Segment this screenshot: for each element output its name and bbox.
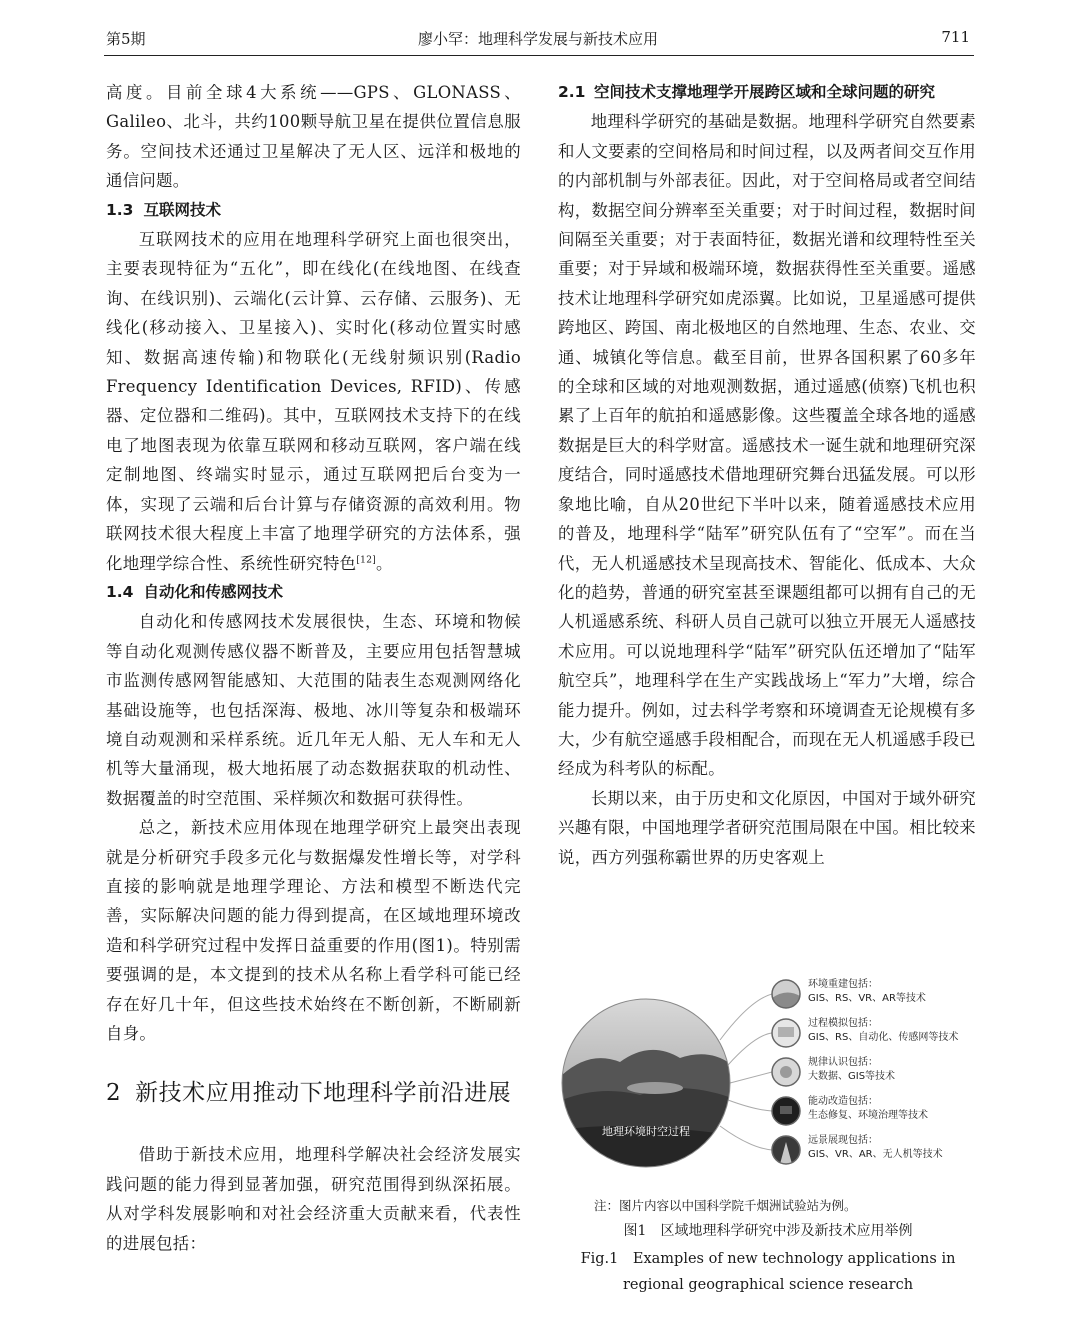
paragraph-text-end: 。: [376, 553, 393, 573]
section-heading-1-4: [106, 578, 521, 607]
section-number: 2: [106, 1080, 122, 1107]
section-number: 1.4: [106, 582, 134, 601]
figure-item-title: 环境重建包括：: [808, 979, 878, 990]
running-title: 廖小罕：地理科学发展与新技术应用: [417, 30, 658, 48]
figure-item-title: 远景展现包括：: [808, 1135, 878, 1146]
section-heading-2: [106, 1076, 521, 1110]
paragraph-sensor-network: 自动化和传感网技术发展很快，生态、环境和物候等自动化观测传感仪器不断普及，主要应用包括智慧城市监测传感网智能感知、大范围的陆表生态观测网络化基础设施等，也包括深海、极地、冰川等复杂和极端环境自动观测和采样系统。近几年无人船、无人车和无人机等大量涌现，极大地拓展了动态数据获取的机动性、数据覆盖的时空范围、采样频次和数据可获得性。: [106, 612, 521, 808]
figure-item-title: 能动改造包括：: [808, 1096, 878, 1107]
figure-item-desc: GIS、VR、AR、无人机等技术: [808, 1148, 943, 1160]
figure-item-desc: 大数据、GIS等技术: [808, 1070, 896, 1082]
figure-item-pattern-recognition: [808, 1056, 895, 1083]
figure-item-title: 过程模拟包括：: [808, 1018, 878, 1029]
left-column: [106, 78, 521, 1258]
figure-item-vision-display: [808, 1134, 943, 1161]
section-title: 新技术应用推动下地理科学前沿进展: [135, 1080, 512, 1107]
figure-item-process-simulation: [808, 1017, 958, 1044]
paragraph-text: 互联网技术的应用在地理科学研究上面也很突出，主要表现特征为“五化”，即在线化(在线地图、在线查询、在线识别)、云端化(云计算、云存储、云服务)、无线化(移动接入、卫星接入)、实时化(移动位置实时感知、数据高速传输)和物联化(无线射频识别(Radio Frequency Identification Devices, RFID)、传感器、定位器和二维码)。其中，互联网技术支持下的在线电了地图表现为依靠互联网和移动互联网，客户端在线定制地图、终端实时显示，通过互联网把后台变为一体，实现了云端和后台计算与存储资源的高效利用。物联网技术很大程度上丰富了地理学研究的方法体系，强化地理学综合性、系统性研究特色: [106, 230, 521, 573]
figure-1: [560, 970, 976, 1200]
paragraph-internet-tech: [106, 225, 521, 578]
section-title: 自动化和传感网技术: [143, 582, 283, 601]
figure-item-title: 规律认识包括：: [808, 1057, 878, 1068]
figure-caption-cn: 图1 区域地理科学研究中涉及新技术应用举例: [623, 1223, 913, 1239]
figure-note: 注：图片内容以中国科学院千烟洲试验站为例。: [594, 1198, 857, 1213]
issue-number: 第5期: [106, 30, 146, 48]
figure-center-label: 地理环境时空过程: [602, 1125, 690, 1138]
figure-item-environment-rebuild: [808, 978, 926, 1005]
figure-item-desc: 生态修复、环境治理等技术: [808, 1109, 928, 1121]
section-title: 互联网技术: [143, 200, 221, 219]
section-title: 空间技术支撑地理学开展跨区域和全球问题的研究: [594, 83, 936, 101]
figure-item-desc: GIS、RS、VR、AR等技术: [808, 992, 926, 1004]
running-header: [106, 22, 970, 54]
figure-item-desc: GIS、RS、自动化、传感网等技术: [808, 1031, 959, 1043]
paragraph-progress-intro: 借助于新技术应用，地理科学解决社会经济发展实践问题的能力得到显著加强，研究范围得到纵深拓展。从对学科发展影响和对社会经济重大贡献来看，代表性的进展包括：: [106, 1145, 521, 1253]
paragraph-summary: 总之，新技术应用体现在地理学研究上最突出表现就是分析研究手段多元化与数据爆发性增长等，对学科直接的影响就是地理学理论、方法和模型不断迭代完善，实际解决问题的能力得到提高，在区域地理环境改造和科学研究过程中发挥日益重要的作用(图1)。特别需要强调的是，本文提到的技术从名称上看学科可能已经存在好几十年，但这些技术始终在不断创新，不断刷新自身。: [106, 818, 521, 1043]
figure-caption-en: Fig.1 Examples of new technology applications in regional geographical science research: [580, 1251, 956, 1293]
header-rule: [104, 55, 974, 56]
paragraph-space-tech-end: 高度。目前全球4大系统——GPS、GLONASS、Galileo、北斗，共约100颗导航卫星在提供位置信息服务。空间技术还通过卫星解决了无人区、远洋和极地的通信问题。: [106, 83, 521, 191]
page-number: 711: [941, 28, 970, 46]
section-heading-2-1: [558, 78, 976, 107]
citation-ref[interactable]: [12]: [356, 555, 377, 566]
paragraph-history: 长期以来，由于历史和文化原因，中国对于域外研究兴趣有限，中国地理学者研究范围局限在中国。相比较来说，西方列强称霸世界的历史客观上: [558, 788, 976, 867]
section-number: 2.1: [558, 83, 586, 101]
section-heading-1-3: [106, 196, 521, 225]
right-column: [558, 78, 976, 872]
paragraph-remote-sensing: 地理科学研究的基础是数据。地理科学研究自然要素和人文要素的空间格局和时间过程，以及两者间交互作用的内部机制与外部表征。因此，对于空间格局或者空间结构，数据空间分辨率至关重要；对于时间过程，数据时间间隔至关重要；对于表面特征，数据光谱和纹理特性至关重要；对于异域和极端环境，数据获得性至关重要。遥感技术让地理科学研究如虎添翼。比如说，卫星遥感可提供跨地区、跨国、南北极地区的自然地理、生态、农业、交通、城镇化等信息。截至目前，世界各国积累了60多年的全球和区域的对地观测数据，通过遥感(侦察)飞机也积累了上百年的航拍和遥感影像。这些覆盖全球各地的遥感数据是巨大的科学财富。遥感技术一诞生就和地理研究深度结合，同时遥感技术借地理研究舞台迅猛发展。可以形象地比喻，自从20世纪下半叶以来，随着遥感技术应用的普及，地理科学“陆军”研究队伍有了“空军”。而在当代，无人机遥感技术呈现高技术、智能化、低成本、大众化的趋势，普通的研究室甚至课题组都可以拥有自己的无人机遥感系统、科研人员自己就可以独立开展无人遥感技术应用。可以说地理科学“陆军”研究队伍还增加了“陆军航空兵”，地理科学在生产实践战场上“军力”大增，综合能力提升。例如，过去科学考察和环境调查无论规模有多大，少有航空遥感手段相配合，而现在无人机遥感手段已经成为科考队的标配。: [558, 112, 976, 779]
figure-item-active-transformation: [808, 1095, 928, 1122]
section-number: 1.3: [106, 200, 134, 219]
